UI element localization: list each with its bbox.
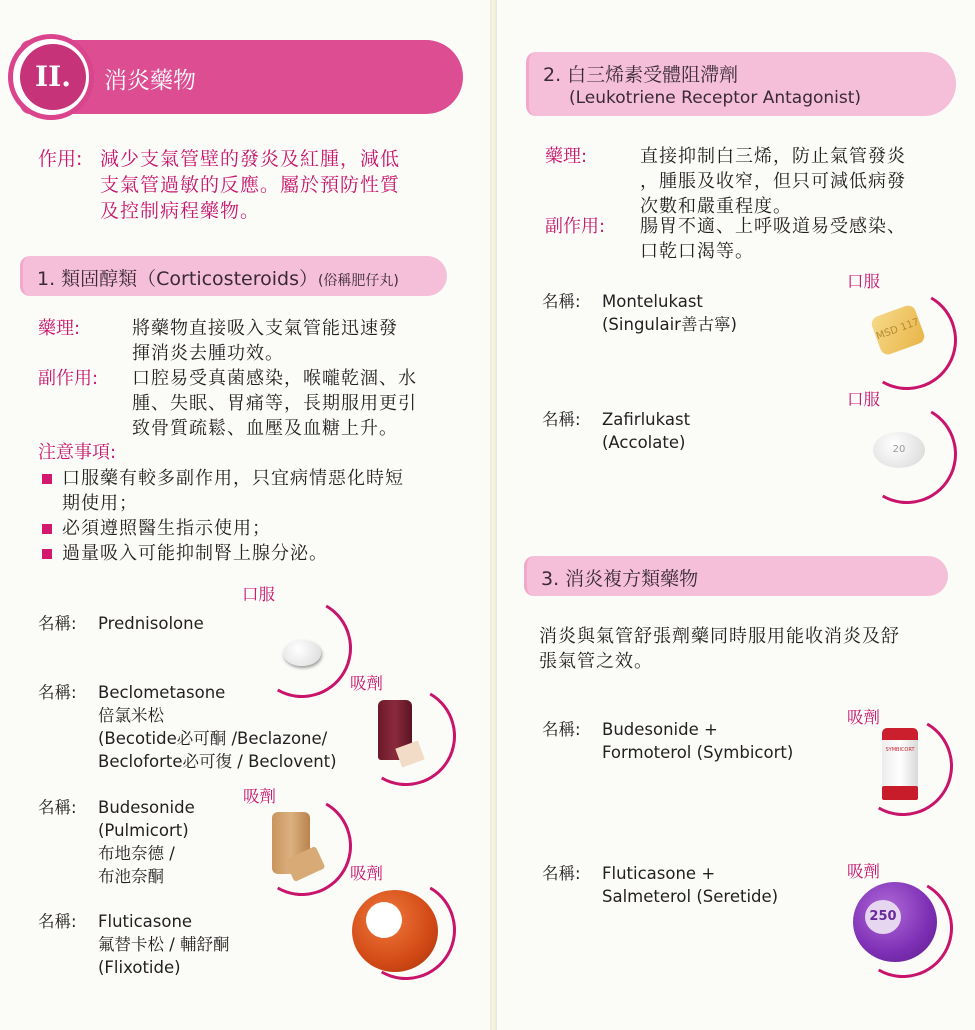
drug-line: 倍氯米松	[98, 706, 164, 725]
subheader-subtitle: (Leukotriene Receptor Antagonist)	[569, 88, 862, 108]
drug-tag: 吸劑	[847, 708, 880, 727]
drug-name	[98, 796, 238, 888]
bullet-icon	[42, 524, 52, 534]
pharm-line: ，腫脹及收窄，但只可減低病發	[640, 171, 906, 192]
subheader-title: 3. 消炎複方類藥物	[541, 568, 699, 590]
drug-line: Salmeterol (Seretide)	[602, 887, 779, 906]
note-line: 口服藥有較多副作用，只宜病情惡化時短	[62, 468, 404, 489]
subheader-combination	[524, 556, 948, 596]
drug-line: (Singulair善古寧)	[602, 315, 737, 334]
combo-description	[539, 624, 959, 674]
note-item: 過量吸入可能抑制腎上腺分泌。	[62, 543, 328, 564]
drug-line: Budesonide +	[602, 720, 718, 739]
drug-line: Montelukast	[602, 292, 703, 311]
drug-tag: 吸劑	[243, 787, 276, 806]
drug-line: Formoterol (Symbicort)	[602, 743, 794, 762]
combo-line: 張氣管之效。	[539, 651, 653, 672]
name-label: 名稱:	[542, 410, 581, 429]
drug-name	[602, 408, 690, 454]
right-page	[497, 0, 975, 1030]
note-line: 期使用；	[62, 493, 138, 514]
pharm-line: 揮消炎去腫功效。	[132, 343, 284, 364]
effect-line: 減少支氣管壁的發炎及紅腫，減低	[100, 148, 401, 170]
drug-line: Budesonide	[98, 798, 195, 817]
section-number: II.	[20, 44, 86, 110]
subheader-title: 2. 白三烯素受體阻滯劑	[543, 64, 739, 86]
effect-line: 及控制病程藥物。	[100, 200, 261, 222]
effect-label: 作用:	[38, 148, 83, 170]
drug-name	[98, 910, 298, 979]
notes-title: 注意事項:	[38, 442, 117, 463]
drug-line: (Flixotide)	[98, 958, 181, 977]
drug-name	[602, 862, 778, 908]
drug-line: (Pulmicort)	[98, 821, 189, 840]
pharm-text	[132, 316, 452, 366]
drug-line: (Accolate)	[602, 433, 686, 452]
drug-tag: 吸劑	[847, 862, 880, 881]
dose-counter: 250	[865, 900, 901, 934]
dose-counter	[366, 902, 402, 938]
side-line: 腫、失眠、胃痛等，長期服用更引	[132, 393, 417, 414]
drug-tag: 口服	[847, 272, 880, 291]
drug-line: 氟替卡松 / 輔舒酮	[98, 935, 230, 954]
side-line: 口乾口渴等。	[640, 241, 754, 262]
drug-tag: 吸劑	[350, 864, 383, 883]
drug-line: Fluticasone	[98, 912, 193, 931]
tablet-icon: MSD 117	[870, 303, 927, 356]
pharm-label: 藥理:	[38, 318, 81, 339]
drug-line: Beclometasone	[98, 683, 226, 702]
bullet-icon	[42, 474, 52, 484]
name-label: 名稱:	[38, 912, 77, 931]
name-label: 名稱:	[542, 720, 581, 739]
effect-text	[100, 146, 450, 224]
drug-name: Prednisolone	[98, 614, 204, 633]
drug-line: 布池奈酮	[98, 867, 164, 886]
drug-name	[602, 290, 737, 336]
turbuhaler-icon: SYMBICORT	[882, 728, 918, 800]
drug-line: Fluticasone +	[602, 864, 716, 883]
turbuhaler-base	[882, 786, 918, 800]
side-line: 口腔易受真菌感染，喉嚨乾涸、水	[132, 368, 417, 389]
name-label: 名稱:	[38, 614, 77, 633]
side-label: 副作用:	[38, 368, 99, 389]
drug-name	[98, 681, 358, 773]
subheader-title	[37, 264, 399, 291]
subheader-title-small: (俗稱肥仔丸)	[317, 273, 399, 289]
page-fold	[490, 0, 497, 1030]
name-label: 名稱:	[38, 683, 77, 702]
drug-line: Zafirlukast	[602, 410, 691, 429]
subheader-title-main: 1. 類固醇類（Corticosteroids）	[37, 268, 318, 290]
name-label: 名稱:	[542, 864, 581, 883]
pharm-label: 藥理:	[545, 146, 588, 167]
note-item: 必須遵照醫生指示使用；	[62, 518, 271, 539]
side-line: 腸胃不適、上呼吸道易受感染、	[640, 216, 906, 237]
name-label: 名稱:	[542, 292, 581, 311]
subheader-corticosteroids	[20, 256, 447, 296]
drug-tag: 口服	[847, 390, 880, 409]
drug-tag: 口服	[242, 585, 275, 604]
drug-tag: 吸劑	[350, 674, 383, 693]
side-text	[132, 366, 452, 441]
note-item	[62, 466, 452, 516]
side-text	[640, 214, 960, 264]
drug-line: (Becotide必可酮 /Beclazone/	[98, 729, 328, 748]
pharm-line: 將藥物直接吸入支氣管能迅速發	[132, 318, 398, 339]
section-title: 消炎藥物	[104, 68, 196, 94]
drug-name	[602, 718, 793, 764]
name-label: 名稱:	[38, 798, 77, 817]
pharm-line: 次數和嚴重程度。	[640, 196, 792, 217]
drug-line: Becloforte必可復 / Beclovent)	[98, 752, 337, 771]
combo-line: 消炎與氣管舒張劑藥同時服用能收消炎及舒	[539, 626, 900, 647]
side-label: 副作用:	[545, 216, 606, 237]
pharm-line: 直接抑制白三烯，防止氣管發炎	[640, 146, 906, 167]
side-line: 致骨質疏鬆、血壓及血糖上升。	[132, 418, 398, 439]
bullet-icon	[42, 549, 52, 559]
pharm-text	[640, 144, 960, 219]
subheader-leukotriene	[526, 52, 956, 116]
tablet-icon	[283, 640, 321, 666]
tablet-icon: 20	[873, 432, 925, 468]
drug-line: 布地奈德 /	[98, 844, 175, 863]
effect-line: 支氣管過敏的反應。屬於預防性質	[100, 174, 401, 196]
